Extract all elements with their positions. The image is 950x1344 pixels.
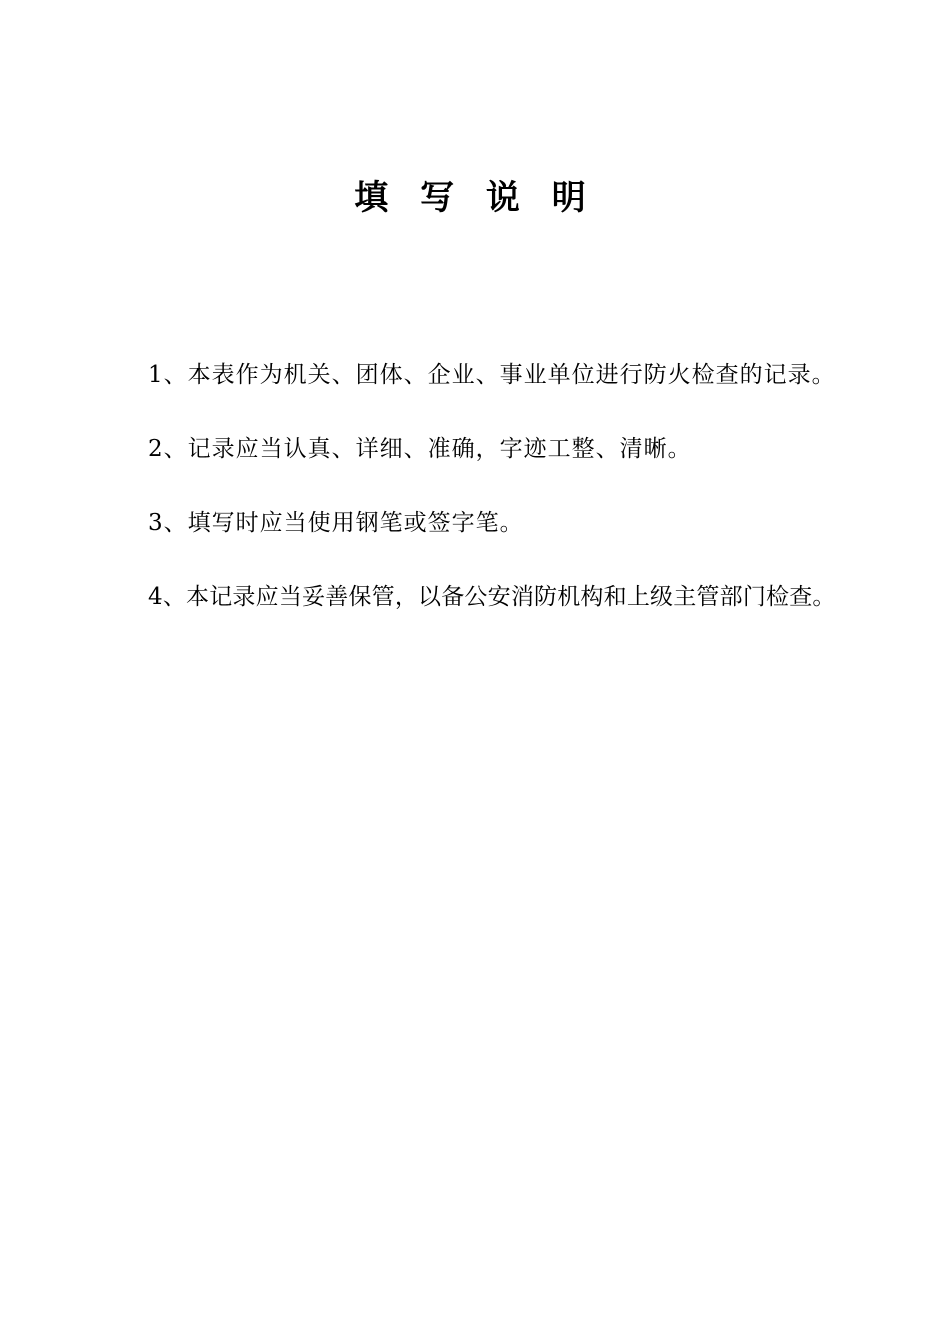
instruction-item-1: 1、本表作为机关、团体、企业、事业单位进行防火检查的记录。 xyxy=(148,362,836,388)
instruction-item-2: 2、记录应当认真、详细、准确，字迹工整、清晰。 xyxy=(148,436,692,462)
instruction-list xyxy=(148,356,908,652)
instruction-item-3: 3、填写时应当使用钢笔或签字笔。 xyxy=(148,510,524,536)
page-title: 填 写 说 明 xyxy=(354,178,596,218)
instruction-item-4: 4、本记录应当妥善保管，以备公安消防机构和上级主管部门检查。 xyxy=(148,584,836,610)
